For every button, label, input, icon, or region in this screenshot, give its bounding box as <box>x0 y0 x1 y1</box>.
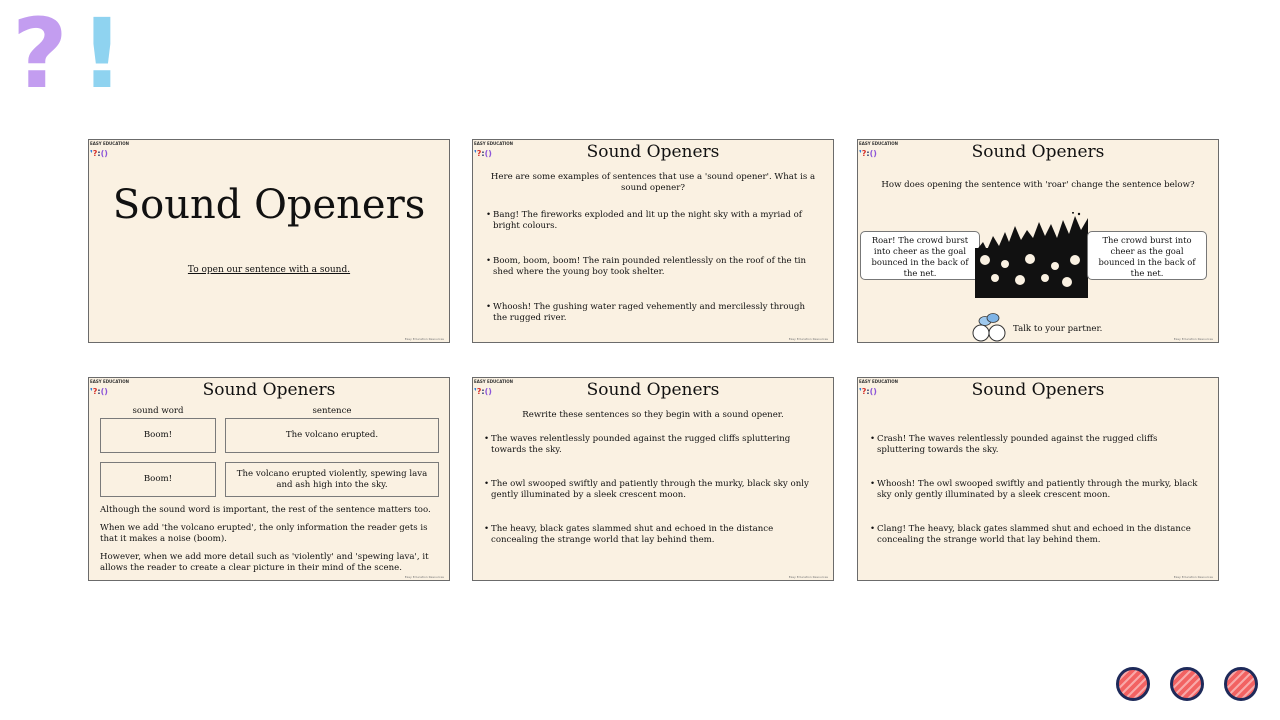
explanation-paragraph: When we add 'the volcano erupted', the only information the reader gets is that it makes a noise (boom). <box>100 523 428 544</box>
slide-footer: Easy Education Resources <box>788 575 828 579</box>
slide-2-examples[interactable] <box>472 139 834 343</box>
plain-sentence-bubble: The crowd burst into cheer as the goal bounced in the back of the net. <box>1087 231 1207 280</box>
slide-footer: Easy Education Resources <box>788 337 828 341</box>
slide-footer: Easy Education Resources <box>1173 575 1213 579</box>
sound-word-cell: Boom! <box>100 418 216 453</box>
example-bullet: • Boom, boom, boom! The rain pounded relentlessly on the roof of the tin shed where the young boy took shelter. <box>486 256 807 277</box>
answer-bullet: • Crash! The waves relentlessly pounded against the rugged cliffs spluttering towards the sky. <box>870 434 1158 455</box>
slide-title: Sound Openers <box>202 380 336 400</box>
task-bullet: • The waves relentlessly pounded against the rugged cliffs spluttering towards the sky. <box>484 434 791 455</box>
answer-bullet: • Clang! The heavy, black gates slammed shut and echoed in the distance concealing the strange world that lay behind them. <box>870 524 1191 545</box>
slide-title: Sound Openers <box>586 142 720 162</box>
slide-intro: Here are some examples of sentences that use a 'sound opener'. What is a sound opener? <box>490 172 816 193</box>
slide-5-task[interactable] <box>472 377 834 581</box>
brand-logo: EASY EDUCATION ❜?:() <box>859 379 898 396</box>
example-bullet: • Whoosh! The gushing water raged vehemently and mercilessly through the rugged river. <box>486 302 806 323</box>
example-bullet: • Bang! The fireworks exploded and lit up the night sky with a myriad of bright colours. <box>486 210 802 231</box>
slide-title: Sound Openers <box>112 182 426 228</box>
explanation-paragraph: Although the sound word is important, the rest of the sentence matters too. <box>100 505 431 515</box>
column-header-sentence: sentence <box>312 406 352 416</box>
slide-instruction: Rewrite these sentences so they begin with a sound opener. <box>522 410 784 420</box>
question-mark-logo: ? <box>12 0 68 110</box>
brand-logo: EASY EDUCATION ❜?:() <box>90 379 129 396</box>
sound-word-cell: Boom! <box>100 462 216 497</box>
sentence-cell: The volcano erupted violently, spewing lava and ash high into the sky. <box>225 462 439 497</box>
slide-4-table[interactable] <box>88 377 450 581</box>
brand-logo: EASY EDUCATION ❜?:() <box>90 141 129 158</box>
brand-logo: EASY EDUCATION ❜?:() <box>474 379 513 396</box>
explanation-paragraph: However, when we add more detail such as 'violently' and 'spewing lava', it allows the reader to create a clear picture in their mind of the scene. <box>100 552 429 573</box>
slide-footer: Easy Education Resources <box>1173 337 1213 341</box>
slide-6-answers[interactable] <box>857 377 1219 581</box>
slide-1-title[interactable] <box>88 139 450 343</box>
crowd-silhouette-icon <box>975 212 1088 298</box>
task-bullet: • The owl swooped swiftly and patiently through the murky, black sky only gently illuminated by a sleek crescent moon. <box>484 479 809 500</box>
talk-to-partner-label: Talk to your partner. <box>1013 324 1103 334</box>
slide-question: How does opening the sentence with 'roar' change the sentence below? <box>881 180 1195 190</box>
brand-logo: EASY EDUCATION ❜?:() <box>859 141 898 158</box>
slide-3-roar[interactable] <box>857 139 1219 343</box>
talk-partners-icon <box>972 311 1008 343</box>
scribble-dot-icon <box>1170 667 1204 701</box>
scribble-dot-icon <box>1116 667 1150 701</box>
slide-title: Sound Openers <box>971 142 1105 162</box>
scribble-dot-icon <box>1224 667 1258 701</box>
column-header-sound-word: sound word <box>132 406 184 416</box>
task-bullet: • The heavy, black gates slammed shut and echoed in the distance concealing the strange world that lay behind them. <box>484 524 774 545</box>
sentence-cell: The volcano erupted. <box>225 418 439 453</box>
exclamation-mark-logo: ! <box>80 0 124 110</box>
answer-bullet: • Whoosh! The owl swooped swiftly and patiently through the murky, black sky only gently illuminated by a sleek crescent moon. <box>870 479 1198 500</box>
slide-subtitle: To open our sentence with a sound. <box>187 265 351 275</box>
brand-logo: EASY EDUCATION ❜?:() <box>474 141 513 158</box>
slide-title: Sound Openers <box>586 380 720 400</box>
slide-title: Sound Openers <box>971 380 1105 400</box>
slide-footer: Easy Education Resources <box>404 337 444 341</box>
slide-footer: Easy Education Resources <box>404 575 444 579</box>
roar-sentence-bubble: Roar! The crowd burst into cheer as the goal bounced in the back of the net. <box>860 231 980 280</box>
